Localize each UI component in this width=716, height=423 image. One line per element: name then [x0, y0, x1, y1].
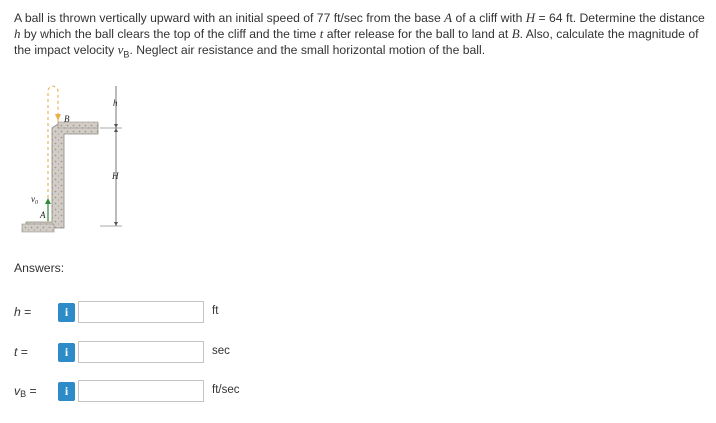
answer-input-h[interactable]	[78, 301, 204, 323]
ground-shape	[22, 224, 54, 232]
figure-label-B: B	[64, 114, 70, 124]
cliff-shape	[26, 124, 98, 228]
unit-label-h: ft	[212, 305, 219, 317]
answer-label-vB: $v_B$ =	[14, 384, 37, 399]
answer-row-h	[0, 301, 716, 325]
cliff-diagram	[18, 76, 138, 246]
info-icon[interactable]: i	[58, 343, 75, 362]
answer-input-vB[interactable]	[78, 380, 204, 402]
problem-statement: A ball is thrown vertically upward with an initial speed of 77 ft/sec from the base A of a cliff with H = 64 ft. Determine the distance h by which the ball clears the top of the cliff and the time t after release for the ball to land at B. Also, calculate the magnitude of the impact velocity $v_B$. Neglect air resistance and the small horizontal motion of the ball.	[14, 10, 705, 60]
answer-row-vB	[0, 380, 716, 404]
answer-label-t: t =	[14, 345, 28, 359]
cliff-figure	[18, 76, 138, 246]
figure-label-v0: $v_0$	[31, 194, 38, 206]
answers-heading: Answers:	[14, 261, 65, 275]
trajectory-arrowhead	[55, 114, 61, 121]
answer-row-t	[0, 341, 716, 365]
figure-label-h: h	[113, 98, 118, 108]
figure-label-A: A	[40, 210, 46, 220]
answer-label-h: h =	[14, 305, 32, 319]
answer-input-t[interactable]	[78, 341, 204, 363]
unit-label-vB: ft/sec	[212, 384, 240, 396]
info-icon[interactable]: i	[58, 303, 75, 322]
velocity-arrowhead	[45, 198, 51, 204]
figure-label-H: H	[112, 171, 119, 181]
unit-label-t: sec	[212, 345, 230, 357]
info-icon[interactable]: i	[58, 382, 75, 401]
